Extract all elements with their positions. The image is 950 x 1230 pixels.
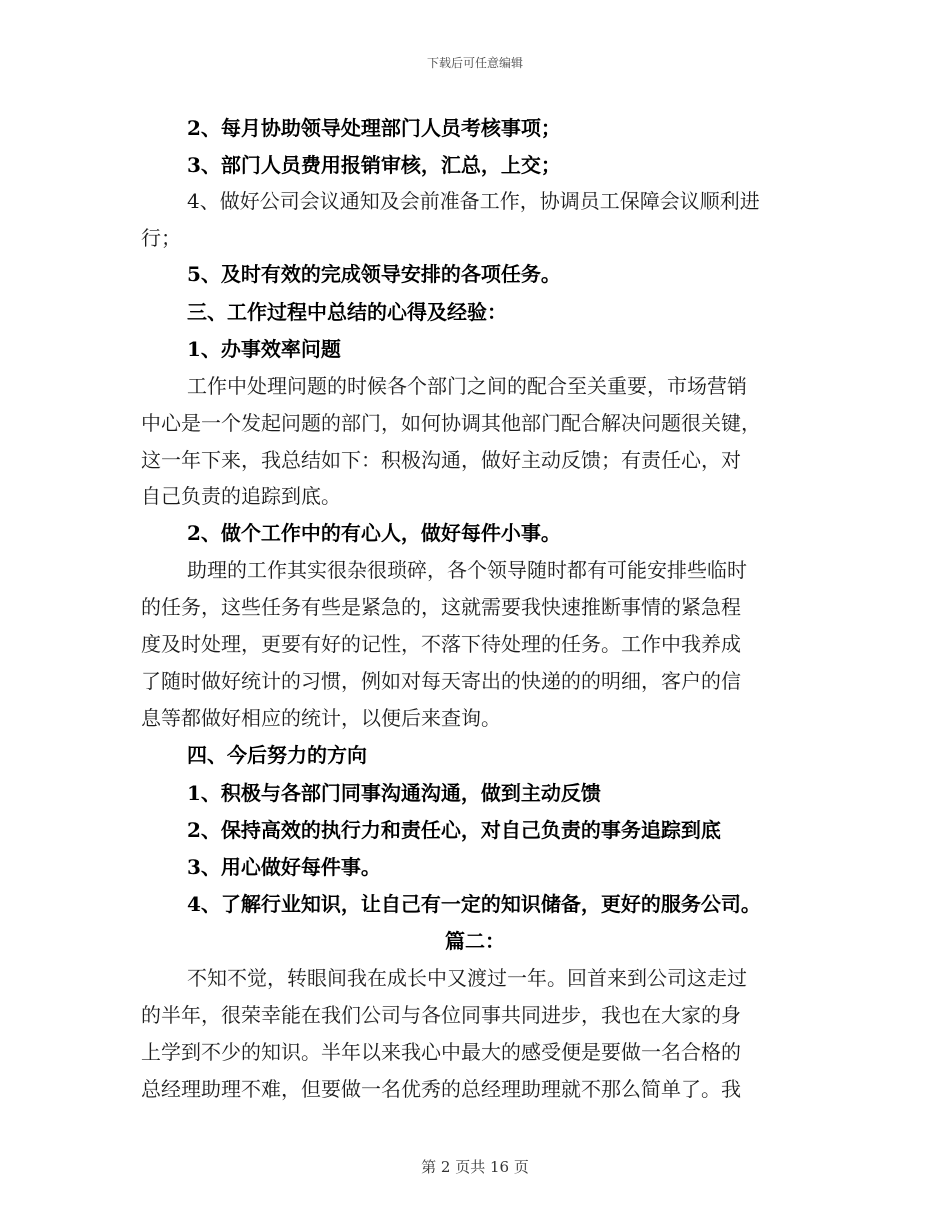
paragraph-line: 中心是一个发起问题的部门，如何协调其他部门配合解决问题很关键， [141,411,761,435]
page-header: 下载后可任意编辑 [426,56,523,70]
subsection-heading: 2、做个工作中的有心人，做好每件小事。 [187,521,561,545]
paragraph-line: 助理的工作其实很杂很琐碎，各个领导随时都有可能安排些临时 [187,558,747,582]
paragraph-line: 度及时处理，更要有好的记性，不落下待处理的任务。工作中我养成 [141,632,741,656]
list-item: 5、及时有效的完成领导安排的各项任务。 [187,262,561,286]
paragraph-line: 息等都做好相应的统计，以便后来查询。 [141,706,501,730]
list-item: 4、做好公司会议通知及会前准备工作，协调员工保障会议顺利进 [187,189,760,213]
list-item: 2、保持高效的执行力和责任心，对自己负责的事务追踪到底 [187,818,721,842]
list-item: 3、用心做好每件事。 [187,855,381,879]
section-heading: 四、今后努力的方向 [187,743,367,767]
list-item-continuation: 行； [141,226,181,250]
paragraph-line: 的半年，很荣幸能在我们公司与各位同事共同进步，我也在大家的身 [141,1003,741,1027]
list-item: 2、每月协助领导处理部门人员考核事项； [187,116,561,140]
list-item: 4、了解行业知识，让自己有一定的知识储备，更好的服务公司。 [187,892,761,916]
page-footer: 第 2 页共 16 页 [421,1158,529,1176]
paragraph-line: 自己负责的追踪到底。 [141,484,341,508]
list-item: 1、积极与各部门同事沟通沟通，做到主动反馈 [187,781,601,805]
section-heading: 三、工作过程中总结的心得及经验： [187,300,507,324]
chapter-title: 篇二： [445,929,505,953]
subsection-heading: 1、办事效率问题 [187,337,341,361]
paragraph-line: 这一年下来，我总结如下：积极沟通，做好主动反馈；有责任心，对 [141,448,741,472]
paragraph-line: 上学到不少的知识。半年以来我心中最大的感受便是要做一名合格的 [141,1040,741,1064]
paragraph-line: 工作中处理问题的时候各个部门之间的配合至关重要，市场营销 [187,374,747,398]
paragraph-line: 总经理助理不难，但要做一名优秀的总经理助理就不那么简单了。我 [141,1077,741,1101]
paragraph-line: 的任务，这些任务有些是紧急的，这就需要我快速推断事情的紧急程 [141,595,741,619]
paragraph-line: 不知不觉，转眼间我在成长中又渡过一年。回首来到公司这走过 [187,966,747,990]
paragraph-line: 了随时做好统计的习惯，例如对每天寄出的快递的的明细，客户的信 [141,669,741,693]
list-item: 3、部门人员费用报销审核，汇总，上交； [187,153,561,177]
